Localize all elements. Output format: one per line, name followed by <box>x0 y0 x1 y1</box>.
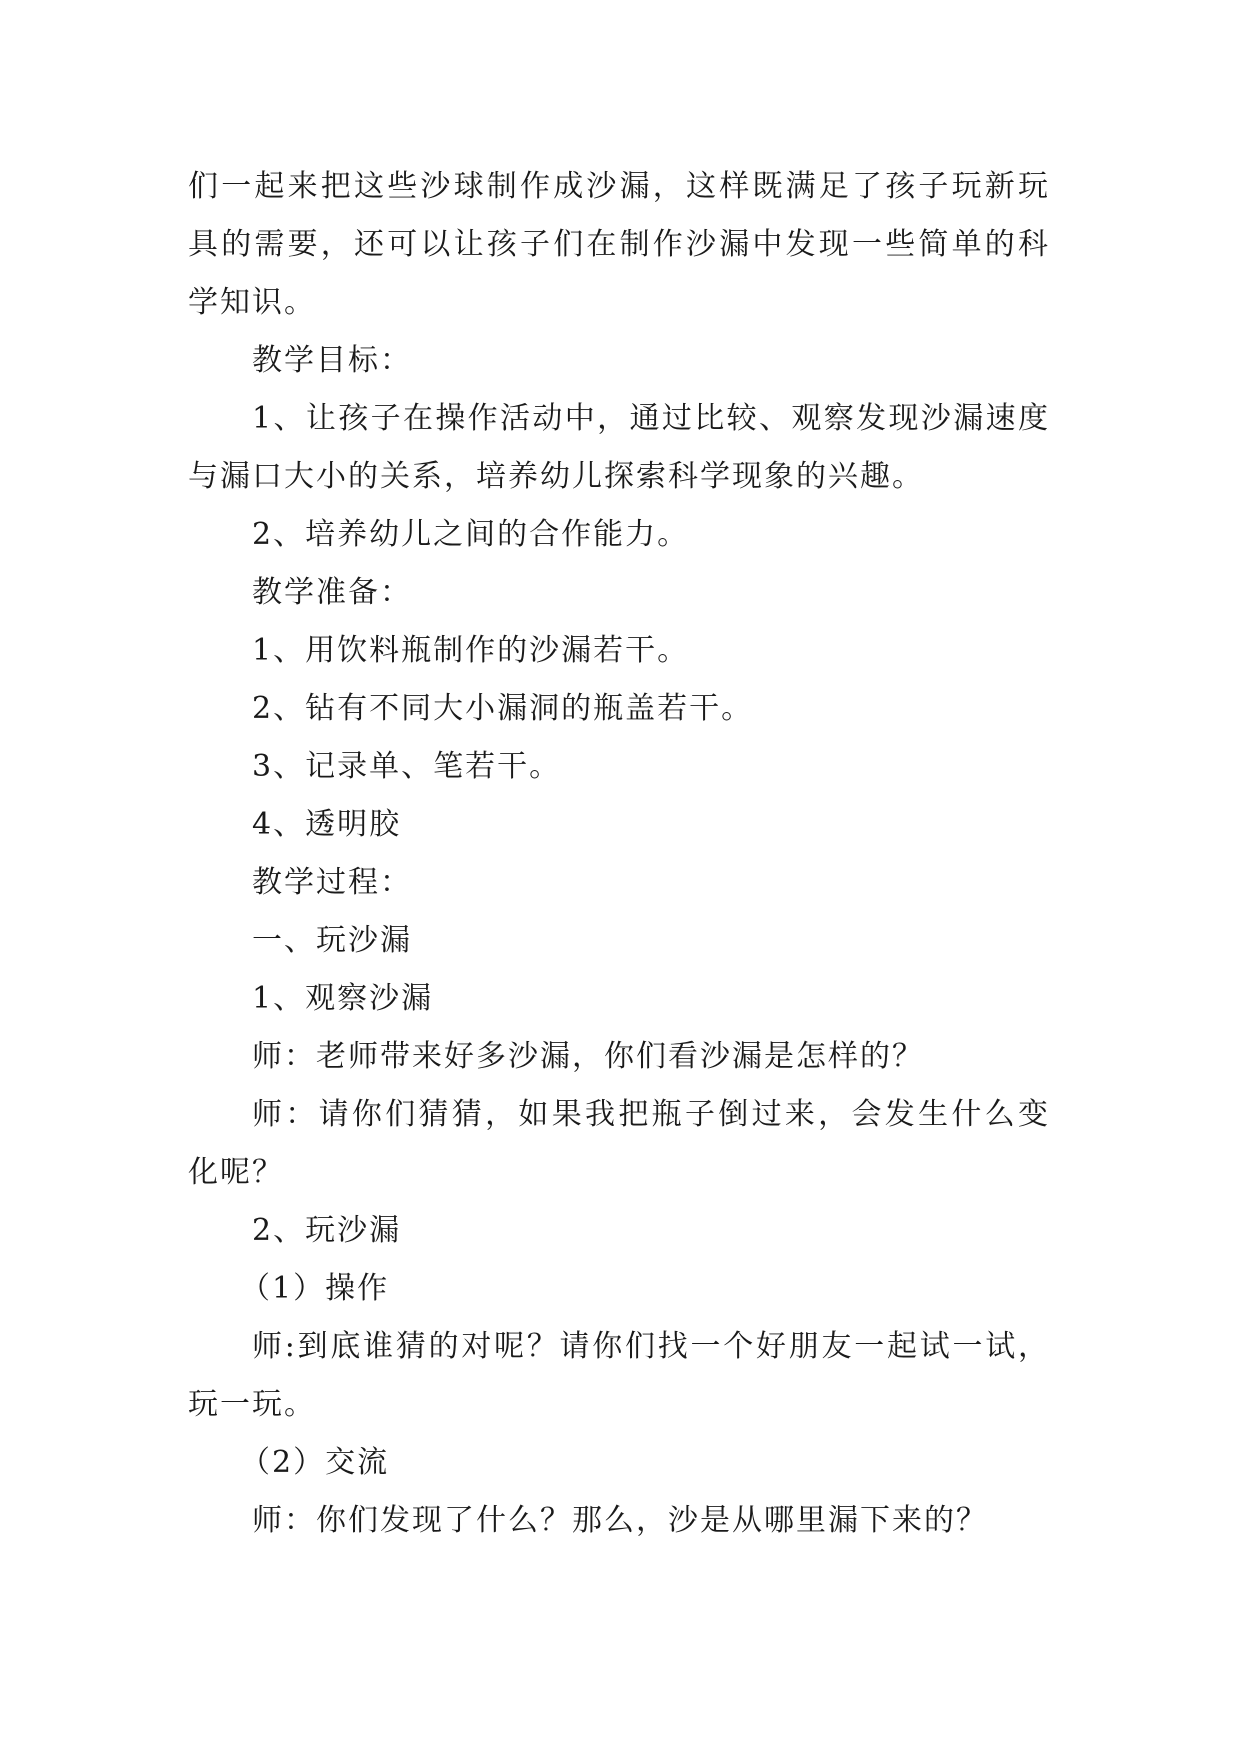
teacher-line-4: 师：你们发现了什么？那么，沙是从哪里漏下来的？ <box>252 1503 988 1538</box>
preparation-item-3: 3、记录单、笔若干。 <box>252 749 562 784</box>
process-section-1: 一、玩沙漏 <box>252 923 412 958</box>
heading-teaching-process: 教学过程： <box>252 865 412 900</box>
substep-operate: （1）操作 <box>240 1271 390 1306</box>
goal-item-2: 2、培养幼儿之间的合作能力。 <box>252 517 690 552</box>
teacher-line-1: 师：老师带来好多沙漏，你们看沙漏是怎样的？ <box>252 1039 924 1074</box>
document-body <box>188 158 1050 1550</box>
process-step-play: 2、玩沙漏 <box>252 1213 402 1248</box>
goal-item-1: 1、让孩子在操作活动中，通过比较、观察发现沙漏速度与漏口大小的关系，培养幼儿探索科学现象的兴趣。 <box>188 401 1050 494</box>
teacher-line-3: 师:到底谁猜的对呢？请你们找一个好朋友一起试一试，玩一玩。 <box>188 1329 1050 1422</box>
teacher-line-2: 师：请你们猜猜，如果我把瓶子倒过来，会发生什么变化呢？ <box>188 1097 1050 1190</box>
heading-teaching-goals: 教学目标： <box>252 343 412 378</box>
paragraph-intro-continued: 们一起来把这些沙球制作成沙漏，这样既满足了孩子玩新玩具的需要，还可以让孩子们在制作沙漏中发现一些简单的科学知识。 <box>188 169 1050 320</box>
preparation-item-2: 2、钻有不同大小漏洞的瓶盖若干。 <box>252 691 754 726</box>
substep-discuss: （2）交流 <box>240 1445 390 1480</box>
process-step-observe: 1、观察沙漏 <box>252 981 434 1016</box>
preparation-item-1: 1、用饮料瓶制作的沙漏若干。 <box>252 633 690 668</box>
preparation-item-4: 4、透明胶 <box>252 807 402 842</box>
heading-teaching-preparation: 教学准备： <box>252 575 412 610</box>
